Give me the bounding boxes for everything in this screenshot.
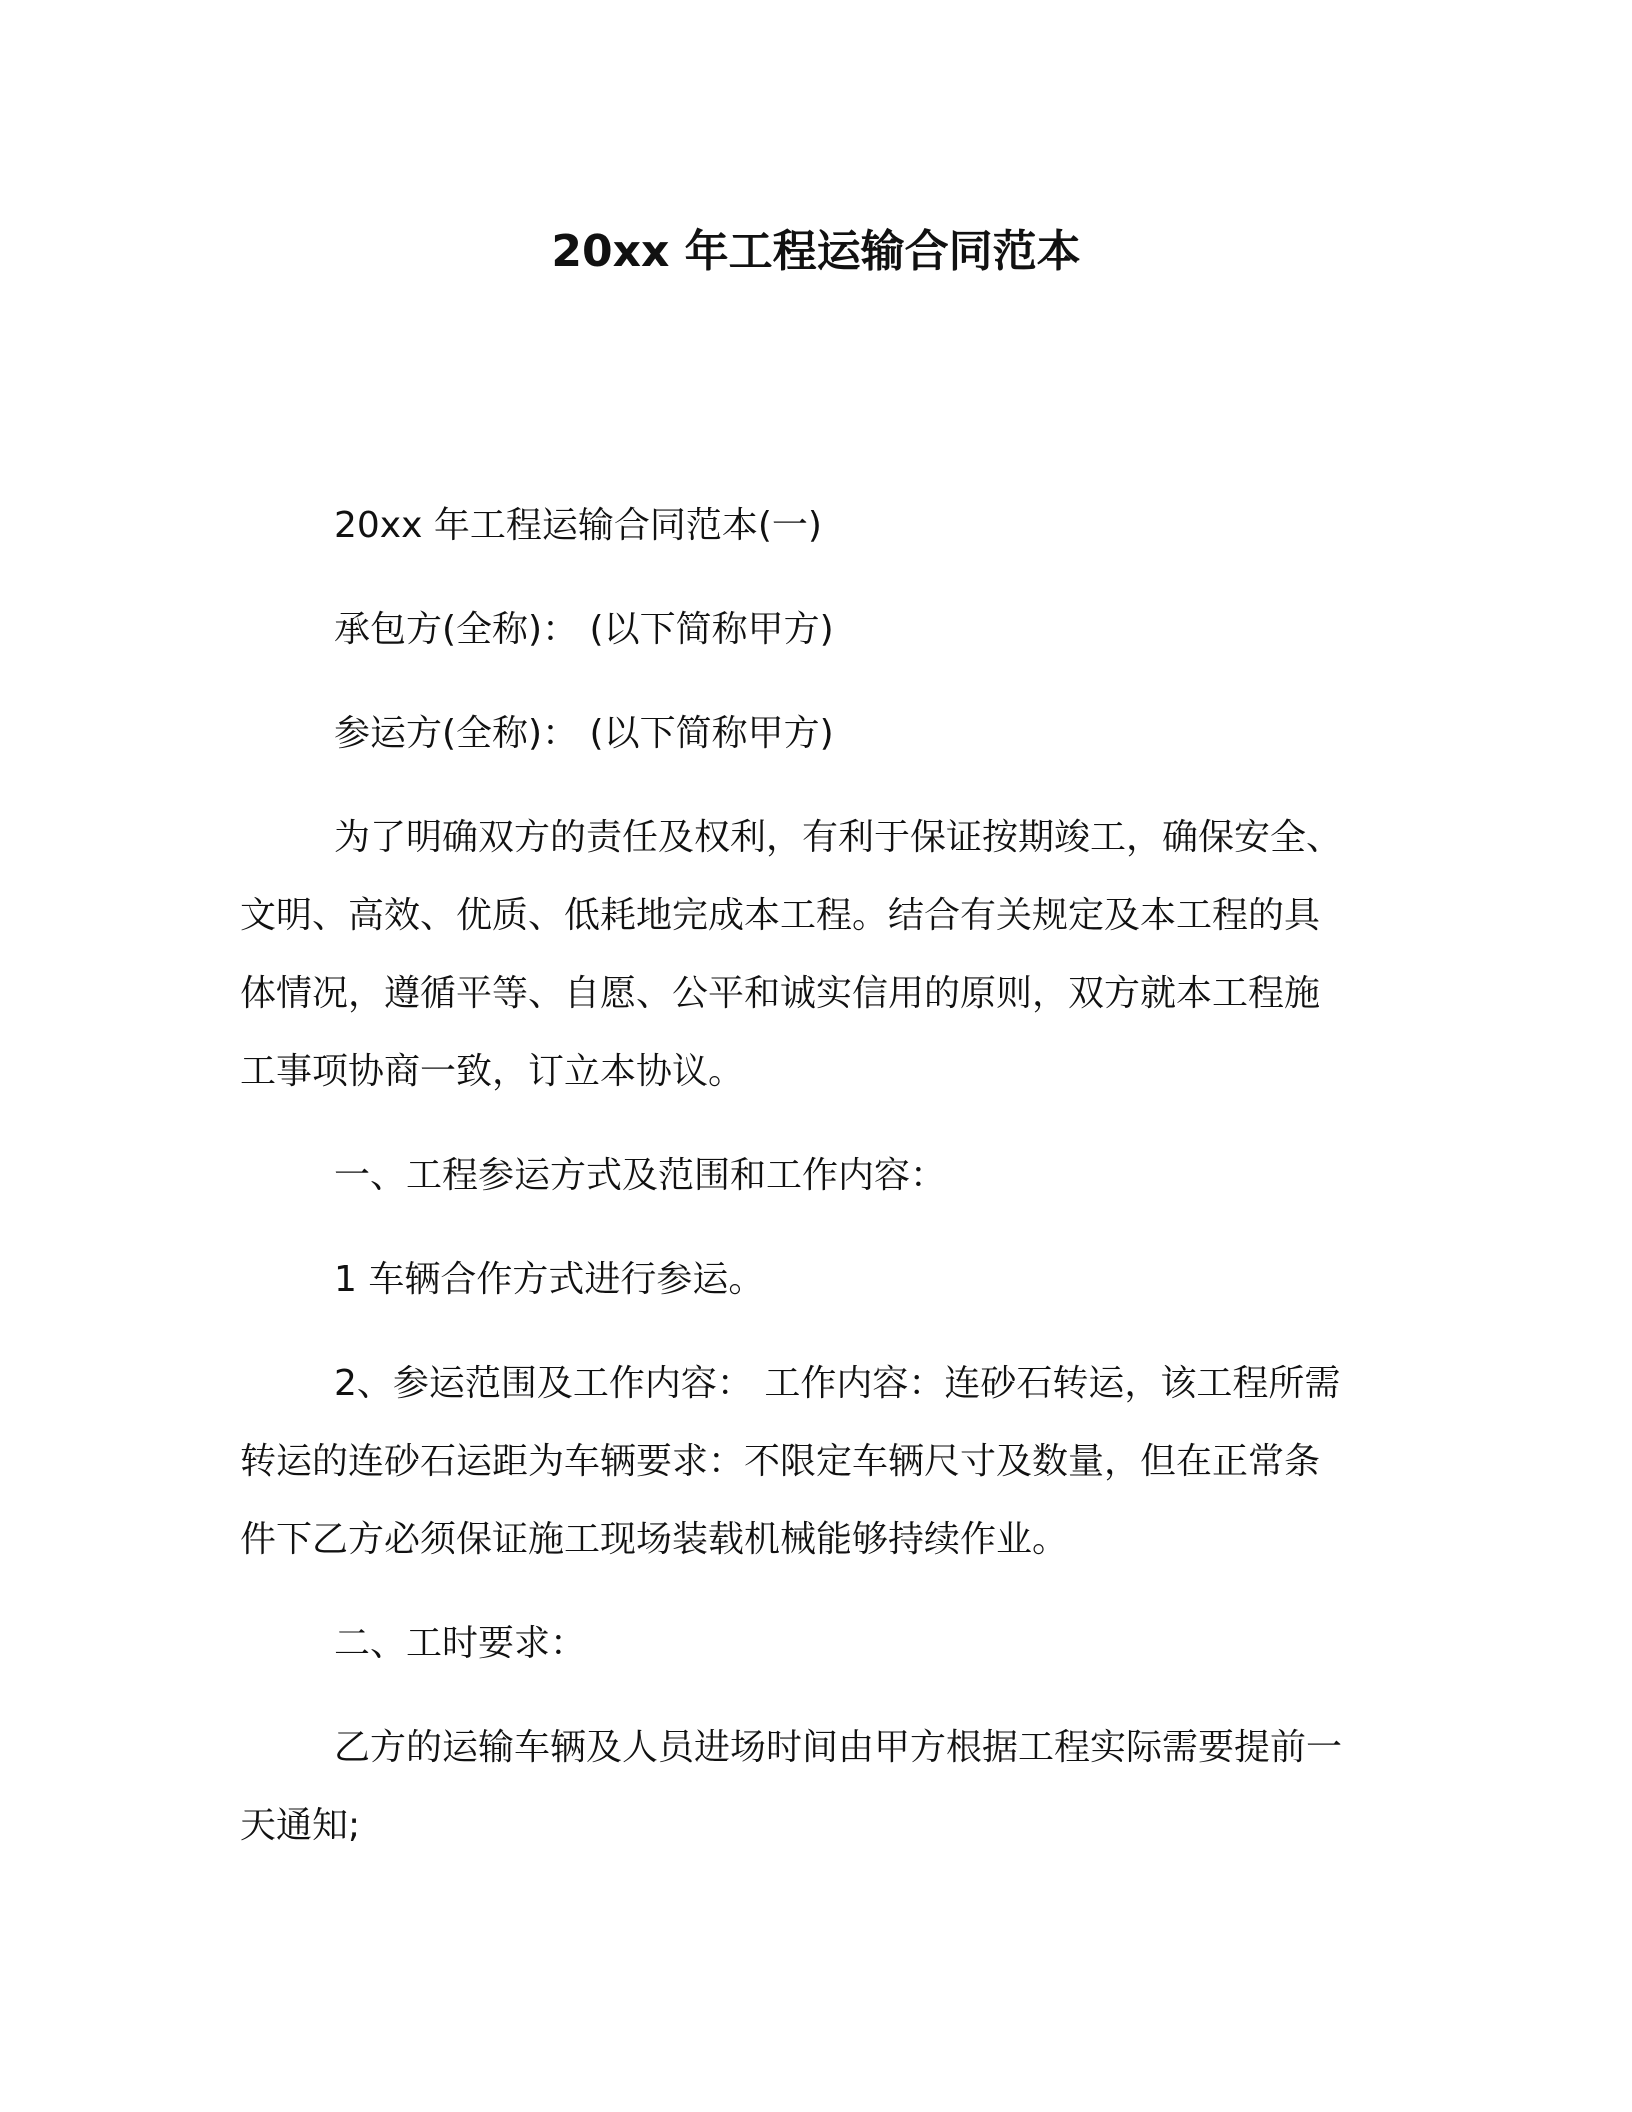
participant-line: 参运方(全称)： (以下简称甲方) <box>334 713 834 754</box>
item-3-line: 乙方的运输车辆及人员进场时间由甲方根据工程实际需要提前一 <box>334 1727 1343 1768</box>
section-1-heading: 一、工程参运方式及范围和工作内容： <box>334 1155 947 1196</box>
item-1: 1 车辆合作方式进行参运。 <box>334 1259 765 1300</box>
contractor-line: 承包方(全称)： (以下简称甲方) <box>334 609 834 650</box>
section-2-heading: 二、工时要求： <box>334 1623 587 1664</box>
document-body <box>240 487 1380 1891</box>
item-3-line: 天通知; <box>240 1805 361 1846</box>
intro-line: 工事项协商一致，订立本协议。 <box>240 1051 745 1092</box>
document-title: 20xx 年工程运输合同范本 <box>551 226 1081 277</box>
item-2-line: 转运的连砂石运距为车辆要求：不限定车辆尺寸及数量，但在正常条 <box>240 1441 1321 1482</box>
intro-line: 体情况，遵循平等、自愿、公平和诚实信用的原则，双方就本工程施 <box>240 973 1321 1014</box>
item-2-line: 2、参运范围及工作内容： 工作内容：连砂石转运，该工程所需 <box>334 1363 1341 1404</box>
intro-line: 文明、高效、优质、低耗地完成本工程。结合有关规定及本工程的具 <box>240 895 1321 936</box>
contract-subtitle: 20xx 年工程运输合同范本(一) <box>334 505 822 546</box>
item-2-line: 件下乙方必须保证施工现场装载机械能够持续作业。 <box>240 1519 1069 1560</box>
intro-paragraph <box>240 799 1380 1111</box>
intro-line: 为了明确双方的责任及权利，有利于保证按期竣工，确保安全、 <box>334 817 1343 858</box>
item-3-paragraph <box>240 1709 1380 1865</box>
item-2-paragraph <box>240 1345 1380 1579</box>
